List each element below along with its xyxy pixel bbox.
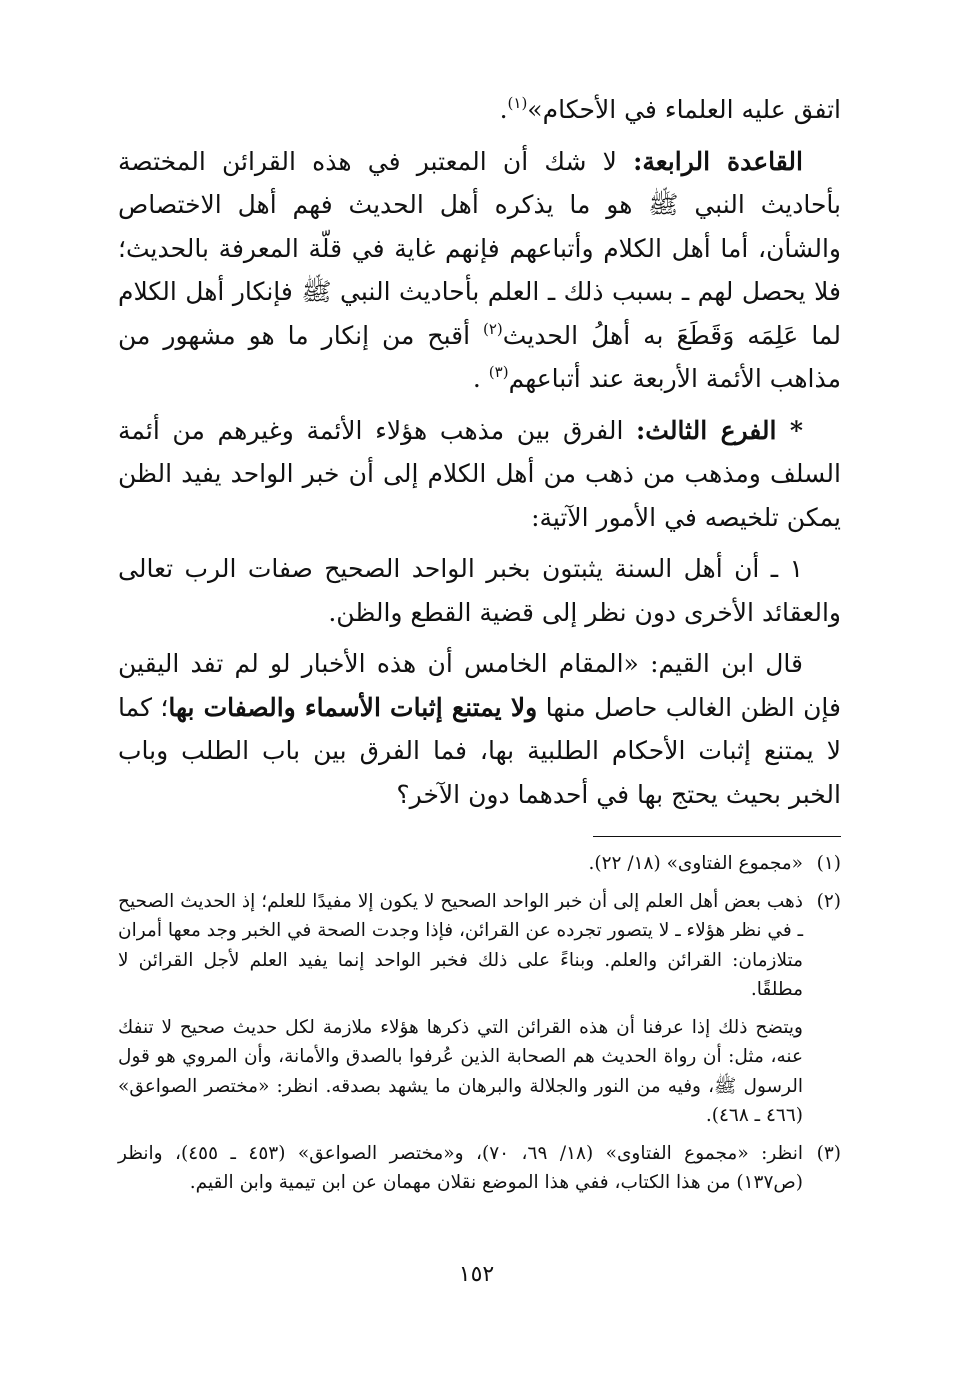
footnote-body: «مجموع الفتاوى» (١٨/ ٢٢). [588, 853, 803, 874]
footnote-ref-2: (٢) [483, 319, 503, 338]
section-three-heading: * الفرع الثالث: [636, 415, 803, 445]
footnotes [118, 849, 841, 1198]
footnote-number: (٢) [816, 890, 841, 912]
footnote-number: (١) [816, 853, 841, 874]
footnote-3 [118, 1139, 841, 1198]
paragraph-point-one: ١ ـ أن أهل السنة يثبتون بخبر الواحد الصحيح صفات الرب تعالى والعقائد الأخرى دون نظر إلى قضية القطع والظن. [118, 554, 841, 627]
footnote-2 [118, 887, 841, 1131]
paragraph-1: اتفق عليه العلماء في الأحكام»$^{(١)}$. [499, 94, 841, 124]
footnote-body: انظر: «مجموع الفتاوى» (١٨/ ٦٩، ٧٠)، و«مختصر الصواعق» (٤٥٣ ـ ٤٥٥)، وانظر (ص١٣٧) من هذا الكتاب، ففي هذا الموضع نقلان مهمان عن ابن تيمية وابن القيم. [118, 1142, 803, 1193]
paragraph-rule-four: القاعدة الرابعة: لا شك أن المعتبر في هذه القرائن المختصة بأحاديث النبي ﷺ هو ما يذكره أهل الحديث فهم أهل الاختصاص والشأن، أما أهل الكلام وأتباعهم فإنهم غاية في قلّة المعرفة بالحديث؛ فلا يحصل لهم ـ بسبب ذلك ـ العلم بأحاديث النبي ﷺ فإنكار أهل الكلام لما عَلِمَه وَقَطَعَ به أهلُ الحديث$^{(٢)}$ أقبح من إنكار ما هو مشهور من مذاهب الأئمة الأربعة عند أتباعهم$^{(٣)}$ . [118, 146, 842, 393]
footnote-body: ذهب بعض أهل العلم إلى أن خبر الواحد الصحيح لا يكون إلا مفيدًا للعلم؛ إذ الحديث الصحيح ـ في نظر هؤلاء ـ لا يتصور تجرده عن القرائن، فإذا وجدت الصحة في الخبر وجد معها أمران متلازمان: القرائن والعلم. وبناءً على ذلك فخبر الواحد إنما يفيد العلم لأجل القرائن لا مطلقًا. ويتضح ذلك إذا عرفنا أن هذه القرائن التي ذكرها هؤلاء ملازمة لكل حديث صحيح لا تنفك عنه، مثل: أن رواة الحديث هم الصحابة الذين عُرفوا بالصدق والأمانة، وأن المروي هو قول الرسول ﷺ، وفيه من النور والجلالة والبرهان ما يشهد بصدقه. انظر: «مختصر الصواعق» (٤٦٦ ـ ٤٦٨). [118, 890, 803, 1126]
paragraph-quote: قال ابن القيم: «المقام الخامس أن هذه الأخبار لو لم تفد اليقين فإن الظن الغالب حاصل منها ولا يمتنع إثبات الأسماء والصفات بها؛ كما لا يمتنع إثبات الأحكام الطلبية بها، فما الفرق بين باب الطلب وباب الخبر بحيث يحتج بها في أحدهما دون الآخر؟ [118, 649, 841, 809]
footnote-number: (٣) [816, 1142, 841, 1164]
bold-phrase: ولا يمتنع إثبات الأسماء والصفات بها [168, 692, 538, 722]
footnote-1 [118, 849, 841, 879]
main-text [118, 88, 841, 816]
footnote-divider [593, 836, 841, 837]
footnote-ref-1: (١) [507, 94, 528, 112]
paragraph-section-three: * الفرع الثالث: الفرق بين مذهب هؤلاء الأئمة وغيرهم من أئمة السلف ومذهب من ذهب من أهل الكلام إلى أن خبر الواحد يفيد الظن يمكن تلخيصه في الأمور الآتية: [118, 415, 841, 532]
rule-four-heading: القاعدة الرابعة: [633, 146, 803, 176]
page-number: ١٥٢ [458, 1262, 495, 1287]
footnote-ref-3: (٣) [488, 363, 509, 381]
